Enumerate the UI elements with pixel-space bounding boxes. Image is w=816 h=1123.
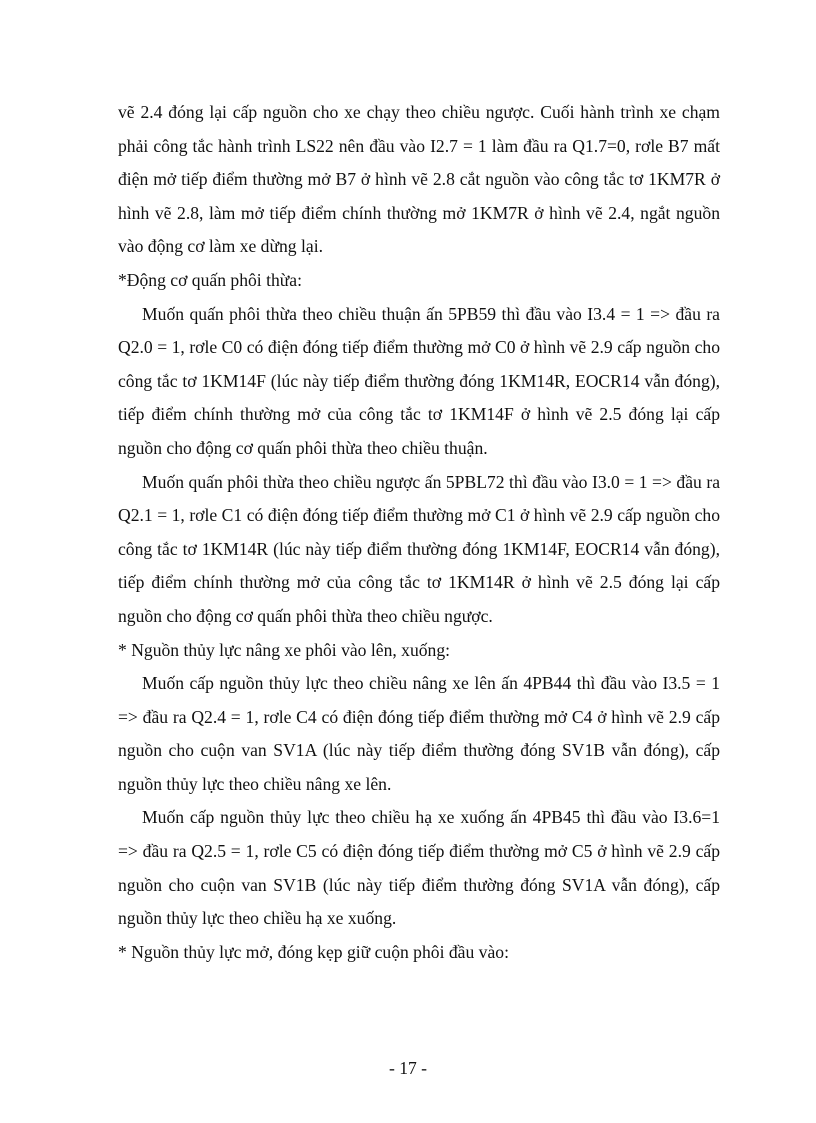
section-heading-hydraulic-lift: * Nguồn thủy lực nâng xe phôi vào lên, xuống:	[118, 639, 451, 660]
section-heading-motor: *Động cơ quấn phôi thừa:	[118, 269, 302, 290]
paragraph-hydraulic-lower: Muốn cấp nguồn thủy lực theo chiều hạ xe xuống ấn 4PB45 thì đầu vào I3.6=1 => đầu ra Q2.5 = 1, rơle C5 có điện đóng tiếp điểm thường mở C5 ở hình vẽ 2.9 cấp nguồn cho cuộn van SV1B (lúc này tiếp điểm thường đóng SV1A vẫn đóng), cấp nguồn thủy lực theo chiều hạ xe xuống.	[118, 807, 720, 929]
paragraph-hydraulic-raise: Muốn cấp nguồn thủy lực theo chiều nâng xe lên ấn 4PB44 thì đầu vào I3.5 = 1 => đầu ra Q2.4 = 1, rơle C4 có điện đóng tiếp điểm thường mở C4 ở hình vẽ 2.9 cấp nguồn cho cuộn van SV1A (lúc này tiếp điểm thường đóng SV1B vẫn đóng), cấp nguồn thủy lực theo chiều nâng xe lên.	[118, 673, 720, 794]
page-number: - 17 -	[388, 1058, 428, 1078]
paragraph-continuation: vẽ 2.4 đóng lại cấp nguồn cho xe chạy theo chiều ngược. Cuối hành trình xe chạm phải công tắc hành trình LS22 nên đầu vào I2.7 = 1 làm đầu ra Q1.7=0, rơle B7 mất điện mở tiếp điểm thường mở B7 ở hình vẽ 2.8 cắt nguồn vào công tắc tơ 1KM7R ở hình vẽ 2.8, làm mở tiếp điểm chính thường mở 1KM7R ở hình vẽ 2.4, ngắt nguồn vào động cơ làm xe dừng lại.	[118, 102, 720, 257]
paragraph-forward-winding: Muốn quấn phôi thừa theo chiều thuận ấn 5PB59 thì đầu vào I3.4 = 1 => đầu ra Q2.0 = 1, rơle C0 có điện đóng tiếp điểm thường mở C0 ở hình vẽ 2.9 cấp nguồn cho công tắc tơ 1KM14F (lúc này tiếp điểm thường đóng 1KM14R, EOCR14 vẫn đóng), tiếp điểm chính thường mở của công tắc tơ 1KM14F ở hình vẽ 2.5 đóng lại cấp nguồn cho động cơ quấn phôi thừa theo chiều thuận.	[118, 303, 720, 458]
section-heading-hydraulic-clamp: * Nguồn thủy lực mở, đóng kẹp giữ cuộn phôi đầu vào:	[118, 941, 509, 962]
document-body	[118, 96, 720, 969]
paragraph-reverse-winding: Muốn quấn phôi thừa theo chiều ngược ấn 5PBL72 thì đầu vào I3.0 = 1 => đầu ra Q2.1 = 1, rơle C1 có điện đóng tiếp điểm thường mở C1 ở hình vẽ 2.9 cấp nguồn cho công tắc tơ 1KM14R (lúc này tiếp điểm thường đóng 1KM14F, EOCR14 vẫn đóng), tiếp điểm chính thường mở của công tắc tơ 1KM14R ở hình vẽ 2.5 đóng lại cấp nguồn cho động cơ quấn phôi thừa theo chiều ngược.	[118, 471, 720, 626]
